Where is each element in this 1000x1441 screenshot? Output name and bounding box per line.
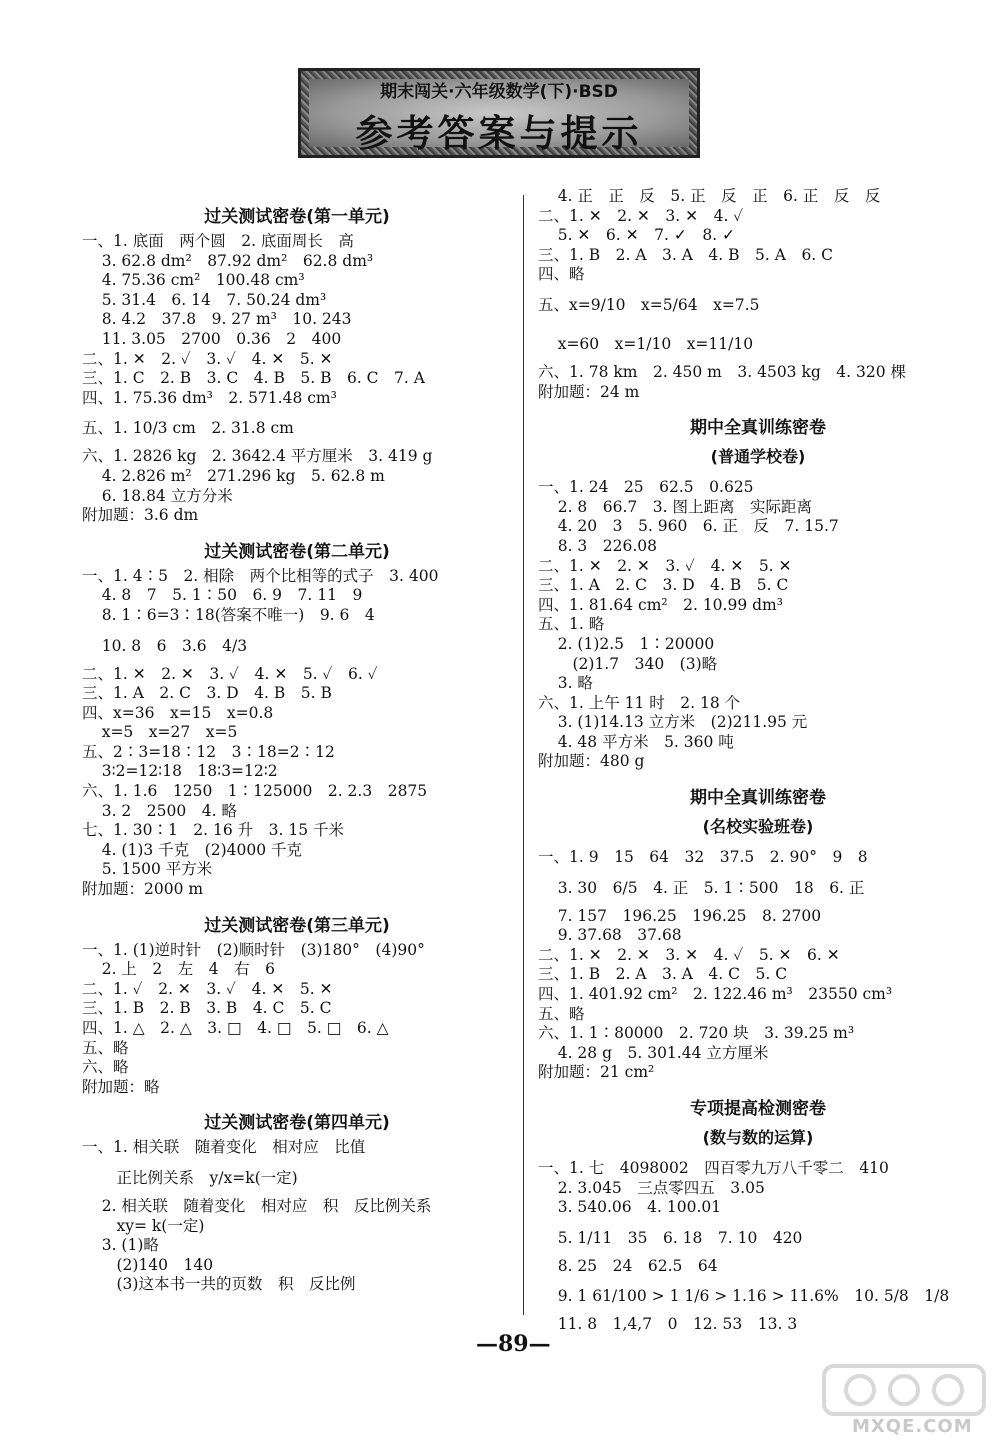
answer-line: 四、1. 81.64 cm² 2. 10.99 dm³ bbox=[538, 596, 783, 614]
section-subtitle: (名校实验班卷) bbox=[702, 817, 814, 837]
answer-line: 3∶2=12∶18 18∶3=12∶2 bbox=[82, 763, 278, 781]
answer-line: 附加题：2000 m bbox=[82, 881, 204, 899]
section-title: 过关测试密卷(第二单元) bbox=[204, 541, 390, 562]
answer-line: 8. 1∶6=3∶18(答案不唯一) 9. 6 4 bbox=[82, 606, 375, 624]
answer-line: 4. 28 g 5. 301.44 立方厘米 bbox=[538, 1044, 769, 1062]
answer-line: 3. (1)略 bbox=[82, 1237, 159, 1255]
answer-line: 6. 18.84 立方分米 bbox=[82, 487, 233, 505]
answer-line: 5. 31.4 6. 14 7. 50.24 dm³ bbox=[82, 291, 327, 309]
answer-line: 一、1. 4∶5 2. 相除 两个比相等的式子 3. 400 bbox=[82, 567, 439, 585]
answer-line: 3. 略 bbox=[538, 675, 593, 693]
watermark-text: MXQE.COM bbox=[852, 1416, 973, 1437]
answer-line: 3. 30 6/5 4. 正 5. 1∶500 18 6. 正 bbox=[538, 878, 865, 897]
answer-line: 一、1. 七 4098002 四百零九万八千零二 410 bbox=[538, 1160, 889, 1177]
section-subtitle: (普通学校卷) bbox=[710, 447, 806, 467]
section-subtitle: (数与数的运算) bbox=[702, 1128, 814, 1147]
answer-line: 三、1. B 2. A 3. A 4. B 5. A 6. C bbox=[538, 246, 834, 264]
answer-line: 一、1. (1)逆时针 (2)顺时针 (3)180° (4)90° bbox=[82, 941, 425, 959]
answer-line: 4. 48 平方米 5. 360 吨 bbox=[538, 733, 734, 751]
banner-title: 参考答案与提示 bbox=[355, 112, 643, 155]
answer-line: 4. 2.826 m² 271.296 kg 5. 62.8 m bbox=[82, 467, 385, 485]
answer-line: 5. 1/11 35 6. 18 7. 10 420 bbox=[538, 1228, 803, 1247]
answer-line: 五、1. 略 bbox=[538, 616, 605, 634]
answer-line: 4. (1)3 千克 (2)4000 千克 bbox=[82, 841, 302, 859]
answer-line: 一、1. 相关联 随着变化 相对应 比值 bbox=[82, 1139, 366, 1157]
answer-line: 8. 3 226.08 bbox=[538, 537, 658, 555]
section-title: 过关测试密卷(第三单元) bbox=[204, 915, 390, 936]
answer-line: 4. 8 7 5. 1∶50 6. 9 7. 11 9 bbox=[82, 587, 363, 605]
answer-line: 7. 157 196.25 196.25 8. 2700 bbox=[538, 907, 822, 925]
answer-line: 五、x=9/10 x=5/64 x=7.5 bbox=[538, 295, 760, 314]
answer-line: 3. 540.06 4. 100.01 bbox=[538, 1199, 722, 1217]
answer-line: 附加题：3.6 dm bbox=[82, 507, 199, 525]
answer-line: (3)这本书一共的页数 积 反比例 bbox=[82, 1276, 356, 1294]
answer-line: 四、略 bbox=[538, 266, 585, 284]
answer-line: 8. 4.2 37.8 9. 27 m³ 10. 243 bbox=[82, 311, 352, 329]
answer-line: 六、1. 1.6 1250 1∶125000 2. 2.3 2875 bbox=[82, 783, 428, 801]
section-title: 专项提高检测密卷 bbox=[690, 1099, 826, 1119]
section-title: 期中全真训练密卷 bbox=[690, 788, 826, 809]
answer-line: 二、1. ✕ 2. ✕ 3. ✓ 4. ✕ 5. ✕ bbox=[538, 557, 792, 575]
column-divider bbox=[523, 195, 524, 1315]
answer-line: 4. 75.36 cm² 100.48 cm³ bbox=[82, 272, 305, 290]
page-number: —89— bbox=[476, 1331, 551, 1357]
answer-line: 五、2∶3=18∶12 3∶18=2∶12 bbox=[82, 743, 335, 761]
answer-line: 二、1. ✕ 2. ✓ 3. ✓ 4. ✕ 5. ✕ bbox=[82, 350, 333, 368]
answer-line: 二、1. ✕ 2. ✕ 3. ✓ 4. ✕ 5. ✓ 6. ✓ bbox=[82, 665, 378, 683]
answer-line: 四、1. 75.36 dm³ 2. 571.48 cm³ bbox=[82, 389, 337, 407]
answer-line: 一、1. 底面 两个圆 2. 底面周长 高 bbox=[82, 233, 354, 250]
answer-line: 六、1. 78 km 2. 450 m 3. 4503 kg 4. 320 棵 bbox=[538, 363, 907, 381]
answer-line: 七、1. 30∶1 2. 16 升 3. 15 千米 bbox=[82, 822, 345, 840]
right-column bbox=[538, 188, 978, 1336]
answer-line: 附加题：480 g bbox=[538, 753, 645, 771]
answer-line: x=5 x=27 x=5 bbox=[82, 724, 238, 742]
answer-line: 六、1. 上午 11 时 2. 18 个 bbox=[538, 694, 741, 712]
answer-line: 三、1. A 2. C 3. D 4. B 5. B bbox=[82, 685, 332, 703]
left-column bbox=[82, 188, 512, 1296]
answer-line: 8. 25 24 62.5 64 bbox=[538, 1257, 718, 1275]
answer-line: xy= k(一定) bbox=[82, 1217, 205, 1235]
answer-line: x=60 x=1/10 x=11/10 bbox=[538, 334, 754, 353]
answer-line: 三、1. A 2. C 3. D 4. B 5. C bbox=[538, 577, 789, 595]
section-title: 过关测试密卷(第四单元) bbox=[204, 1113, 390, 1134]
answer-line: 3. (1)14.13 立方米 (2)211.95 元 bbox=[538, 714, 808, 732]
answer-line: 9. 1 61/100 > 1 1/6 > 1.16 > 11.6% 10. 5/8 1/8 bbox=[538, 1287, 950, 1306]
answer-line: 五、略 bbox=[538, 1005, 585, 1023]
answer-line: 三、1. C 2. B 3. C 4. B 5. B 6. C 7. A bbox=[82, 370, 425, 388]
answer-line: 11. 3.05 2700 0.36 2 400 bbox=[82, 330, 342, 348]
answer-line: 4. 20 3 5. 960 6. 正 反 7. 15.7 bbox=[538, 518, 839, 536]
section-title: 期中全真训练密卷 bbox=[690, 418, 826, 439]
answer-line: 五、1. 10/3 cm 2. 31.8 cm bbox=[82, 419, 294, 438]
answer-line: 一、1. 24 25 62.5 0.625 bbox=[538, 479, 754, 497]
answer-line: 10. 8 6 3.6 4/3 bbox=[82, 636, 248, 655]
answer-line: 2. (1)2.5 1∶20000 bbox=[538, 635, 715, 653]
answer-line: 5. 1500 平方米 bbox=[82, 861, 213, 879]
answer-line: 三、1. B 2. B 3. B 4. C 5. C bbox=[82, 1000, 332, 1018]
answer-line: (2)140 140 bbox=[82, 1256, 214, 1274]
answer-line: 六、1. 1∶80000 2. 720 块 3. 39.25 m³ bbox=[538, 1025, 855, 1043]
answer-line: 四、1. △ 2. △ 3. □ 4. □ 5. □ 6. △ bbox=[82, 1020, 389, 1037]
answer-line: 2. 上 2 左 4 右 6 bbox=[82, 961, 276, 979]
answer-line: 三、1. B 2. A 3. A 4. C 5. C bbox=[538, 966, 788, 984]
answer-line: 附加题：24 m bbox=[538, 383, 640, 401]
answer-line: 六、略 bbox=[82, 1059, 129, 1077]
answer-line: 五、略 bbox=[82, 1039, 129, 1057]
answer-line: 四、1. 401.92 cm² 2. 122.46 m³ 23550 cm³ bbox=[538, 986, 893, 1004]
answer-line: 9. 37.68 37.68 bbox=[538, 927, 682, 945]
answer-line: 4. 正 正 反 5. 正 反 正 6. 正 反 反 bbox=[538, 188, 881, 205]
answer-line: 一、1. 9 15 64 32 37.5 2. 90° 9 8 bbox=[538, 849, 868, 867]
answer-line: 二、1. ✕ 2. ✕ 3. ✕ 4. ✓ 5. ✕ 6. ✕ bbox=[538, 946, 840, 964]
answer-line: 附加题：略 bbox=[82, 1078, 160, 1096]
section-title: 过关测试密卷(第一单元) bbox=[204, 207, 390, 227]
answer-line: 附加题：21 cm² bbox=[538, 1064, 655, 1082]
answer-line: (2)1.7 340 (3)略 bbox=[538, 655, 718, 673]
answer-line: 二、1. ✕ 2. ✕ 3. ✕ 4. ✓ bbox=[538, 207, 744, 225]
answer-line: 3. 62.8 dm² 87.92 dm² 62.8 dm³ bbox=[82, 252, 374, 270]
title-banner bbox=[298, 68, 700, 158]
answer-line: 二、1. ✓ 2. ✕ 3. ✓ 4. ✕ 5. ✕ bbox=[82, 980, 333, 998]
answer-line: 2. 相关联 随着变化 相对应 积 反比例关系 bbox=[82, 1197, 432, 1215]
answer-line: 2. 3.045 三点零四五 3.05 bbox=[538, 1179, 765, 1197]
banner-subtitle: 期末闯关·六年级数学(下)·BSD bbox=[380, 82, 618, 102]
answer-line: 2. 8 66.7 3. 图上距离 实际距离 bbox=[538, 498, 813, 516]
answer-line: 正比例关系 y/x=k(一定) bbox=[82, 1168, 298, 1187]
answer-line: 四、x=36 x=15 x=0.8 bbox=[82, 704, 274, 722]
answer-line: 5. ✕ 6. ✕ 7. ✓ 8. ✓ bbox=[538, 227, 736, 245]
answer-line: 11. 8 1,4,7 0 12. 53 13. 3 bbox=[538, 1316, 798, 1334]
answer-line: 六、1. 2826 kg 2. 3642.4 平方厘米 3. 419 g bbox=[82, 448, 433, 466]
answer-line: 3. 2 2500 4. 略 bbox=[82, 802, 237, 820]
